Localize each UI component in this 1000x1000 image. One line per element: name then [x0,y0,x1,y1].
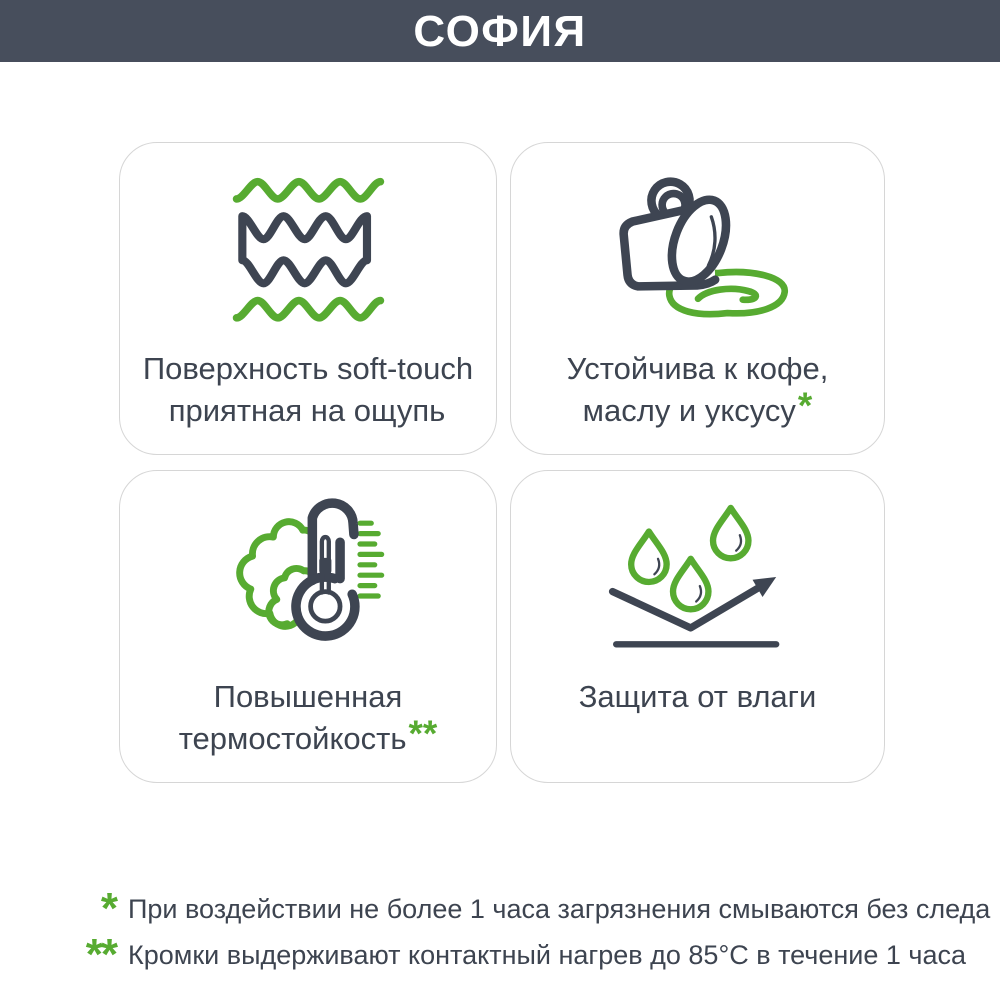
caption-line [579,676,817,718]
caption-line [143,348,473,390]
caption-text: Повышенная [213,679,403,714]
page-title: СОФИЯ [413,7,587,56]
card-icon-zone [598,471,798,672]
footnote-row [64,884,991,933]
footnote-text: Кромки выдерживают контактный нагрев до 85°С в течение 1 часа [128,940,966,970]
caption-text: приятная на ощупь [168,393,446,428]
card-caption [143,344,473,436]
card-icon-zone [230,471,386,672]
feature-cards-grid [119,142,885,783]
soft-touch-surface-icon [227,174,390,327]
caption-text: маслу и уксусу [582,393,796,428]
footnote-row [64,930,966,979]
caption-text: Поверхность soft-touch [142,351,474,386]
caption-text: Устойчива к кофе, [566,351,829,386]
header-bar [0,0,1000,62]
caption-text: Защита от влаги [578,679,817,714]
caption-line [579,718,817,760]
feature-card-soft-touch [119,142,497,455]
caption-line [567,385,829,432]
thermometer-steam-icon [230,492,386,665]
asterisk-marker: * [100,884,116,933]
footnote-ref-marker: * [797,385,813,426]
spilled-cup-icon [598,174,798,326]
feature-card-stain-resistance [510,142,885,455]
card-icon-zone [598,143,798,344]
card-caption [179,672,438,764]
caption-line [179,676,438,718]
card-caption [579,672,817,764]
asterisk-marker: ** [85,930,116,979]
card-icon-zone [227,143,390,344]
caption-line [178,713,438,760]
feature-card-heat-resistance [119,470,497,783]
footnotes [64,884,991,981]
caption-line [567,348,829,390]
feature-card-moisture-protection [510,470,885,783]
footnote-text: При воздействии не более 1 часа загрязнения смываются без следа [128,894,991,924]
card-caption [567,344,829,436]
footnote-ref-marker: ** [408,713,438,754]
caption-line [143,390,473,432]
water-drops-arrow-icon [598,497,798,661]
caption-text: термостойкость [178,721,407,756]
